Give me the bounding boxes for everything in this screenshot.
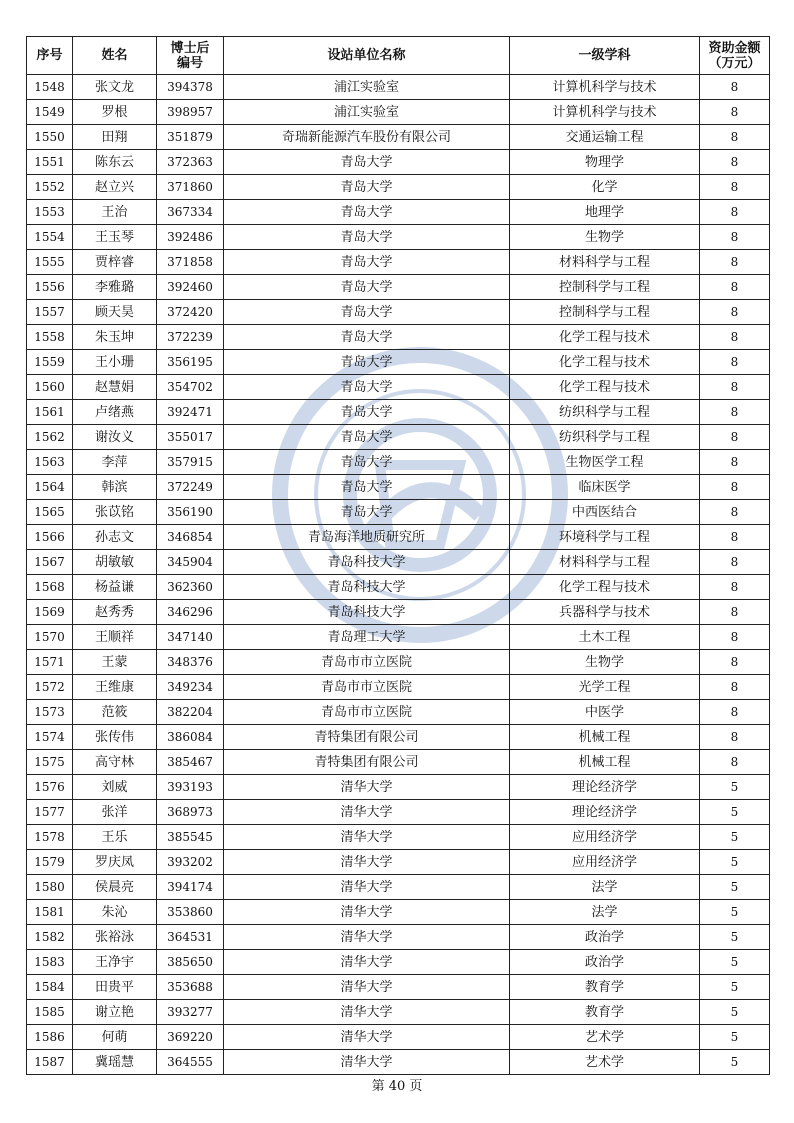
subject-cell: 材料科学与工程 <box>510 250 700 275</box>
table-row <box>27 900 770 925</box>
table-row <box>27 575 770 600</box>
table-row <box>27 650 770 675</box>
table-row <box>27 875 770 900</box>
seq-cell: 1577 <box>27 800 73 825</box>
name-cell: 韩滨 <box>73 475 157 500</box>
amount-cell: 8 <box>700 725 770 750</box>
header-postdoc-id-line1: 博士后 <box>170 40 210 56</box>
subject-cell: 纺织科学与工程 <box>510 425 700 450</box>
postdoc-id-cell: 345904 <box>157 550 224 575</box>
postdoc-id-cell: 372239 <box>157 325 224 350</box>
name-cell: 王玉琴 <box>73 225 157 250</box>
name-cell: 杨益谦 <box>73 575 157 600</box>
table-row <box>27 400 770 425</box>
name-cell: 何萌 <box>73 1025 157 1050</box>
table-row <box>27 375 770 400</box>
unit-cell: 奇瑞新能源汽车股份有限公司 <box>224 125 510 150</box>
seq-cell: 1576 <box>27 775 73 800</box>
postdoc-id-cell: 346854 <box>157 525 224 550</box>
name-cell: 刘威 <box>73 775 157 800</box>
postdoc-id-cell: 362360 <box>157 575 224 600</box>
subject-cell: 教育学 <box>510 975 700 1000</box>
unit-cell: 清华大学 <box>224 800 510 825</box>
amount-cell: 5 <box>700 950 770 975</box>
unit-cell: 清华大学 <box>224 825 510 850</box>
unit-cell: 清华大学 <box>224 925 510 950</box>
amount-cell: 8 <box>700 700 770 725</box>
table-row <box>27 100 770 125</box>
name-cell: 卢绪燕 <box>73 400 157 425</box>
name-cell: 赵秀秀 <box>73 600 157 625</box>
seq-cell: 1586 <box>27 1025 73 1050</box>
subject-cell: 艺术学 <box>510 1050 700 1075</box>
amount-cell: 8 <box>700 650 770 675</box>
seq-cell: 1581 <box>27 900 73 925</box>
seq-cell: 1582 <box>27 925 73 950</box>
name-cell: 赵立兴 <box>73 175 157 200</box>
subject-cell: 交通运输工程 <box>510 125 700 150</box>
postdoc-id-cell: 356190 <box>157 500 224 525</box>
subject-cell: 计算机科学与技术 <box>510 75 700 100</box>
subject-cell: 中西医结合 <box>510 500 700 525</box>
postdoc-id-cell: 386084 <box>157 725 224 750</box>
postdoc-id-cell: 356195 <box>157 350 224 375</box>
seq-cell: 1567 <box>27 550 73 575</box>
unit-cell: 清华大学 <box>224 975 510 1000</box>
postdoc-id-cell: 392460 <box>157 275 224 300</box>
amount-cell: 8 <box>700 625 770 650</box>
subject-cell: 法学 <box>510 900 700 925</box>
seq-cell: 1551 <box>27 150 73 175</box>
seq-cell: 1574 <box>27 725 73 750</box>
subject-cell: 机械工程 <box>510 750 700 775</box>
amount-cell: 8 <box>700 525 770 550</box>
name-cell: 谢立艳 <box>73 1000 157 1025</box>
name-cell: 王顺祥 <box>73 625 157 650</box>
amount-cell: 5 <box>700 875 770 900</box>
table-row <box>27 275 770 300</box>
name-cell: 谢汝义 <box>73 425 157 450</box>
table-row <box>27 325 770 350</box>
name-cell: 王治 <box>73 200 157 225</box>
amount-cell: 8 <box>700 500 770 525</box>
table-row <box>27 175 770 200</box>
postdoc-id-cell: 353860 <box>157 900 224 925</box>
seq-cell: 1550 <box>27 125 73 150</box>
subject-cell: 控制科学与工程 <box>510 275 700 300</box>
name-cell: 高守林 <box>73 750 157 775</box>
postdoc-id-cell: 351879 <box>157 125 224 150</box>
seq-cell: 1560 <box>27 375 73 400</box>
table-body <box>27 75 770 1075</box>
name-cell: 孙志文 <box>73 525 157 550</box>
name-cell: 田贵平 <box>73 975 157 1000</box>
subject-cell: 光学工程 <box>510 675 700 700</box>
seq-cell: 1564 <box>27 475 73 500</box>
header-amount <box>700 37 770 75</box>
table-row <box>27 75 770 100</box>
amount-cell: 8 <box>700 225 770 250</box>
subject-cell: 计算机科学与技术 <box>510 100 700 125</box>
unit-cell: 青岛大学 <box>224 425 510 450</box>
postdoc-id-cell: 357915 <box>157 450 224 475</box>
postdoc-id-cell: 371860 <box>157 175 224 200</box>
table-row <box>27 525 770 550</box>
postdoc-id-cell: 355017 <box>157 425 224 450</box>
seq-cell: 1583 <box>27 950 73 975</box>
subject-cell: 政治学 <box>510 925 700 950</box>
name-cell: 陈东云 <box>73 150 157 175</box>
table-row <box>27 725 770 750</box>
seq-cell: 1573 <box>27 700 73 725</box>
table-row <box>27 850 770 875</box>
name-cell: 冀瑶慧 <box>73 1050 157 1075</box>
name-cell: 张裕泳 <box>73 925 157 950</box>
table-row <box>27 250 770 275</box>
table-header-row <box>27 37 770 75</box>
table-row <box>27 975 770 1000</box>
table-row <box>27 1025 770 1050</box>
unit-cell: 青岛大学 <box>224 350 510 375</box>
unit-cell: 青岛科技大学 <box>224 600 510 625</box>
subject-cell: 兵器科学与技术 <box>510 600 700 625</box>
amount-cell: 8 <box>700 100 770 125</box>
seq-cell: 1572 <box>27 675 73 700</box>
subject-cell: 控制科学与工程 <box>510 300 700 325</box>
postdoc-id-cell: 372249 <box>157 475 224 500</box>
seq-cell: 1584 <box>27 975 73 1000</box>
unit-cell: 清华大学 <box>224 950 510 975</box>
name-cell: 王净宇 <box>73 950 157 975</box>
name-cell: 田翔 <box>73 125 157 150</box>
unit-cell: 清华大学 <box>224 1050 510 1075</box>
amount-cell: 5 <box>700 900 770 925</box>
table-row <box>27 1000 770 1025</box>
unit-cell: 清华大学 <box>224 850 510 875</box>
name-cell: 范筱 <box>73 700 157 725</box>
table-row <box>27 450 770 475</box>
subject-cell: 纺织科学与工程 <box>510 400 700 425</box>
seq-cell: 1568 <box>27 575 73 600</box>
name-cell: 李萍 <box>73 450 157 475</box>
amount-cell: 8 <box>700 600 770 625</box>
seq-cell: 1553 <box>27 200 73 225</box>
name-cell: 张传伟 <box>73 725 157 750</box>
subject-cell: 化学工程与技术 <box>510 325 700 350</box>
amount-cell: 8 <box>700 425 770 450</box>
seq-cell: 1587 <box>27 1050 73 1075</box>
name-cell: 张文龙 <box>73 75 157 100</box>
unit-cell: 青岛大学 <box>224 300 510 325</box>
amount-cell: 5 <box>700 800 770 825</box>
subject-cell: 化学工程与技术 <box>510 375 700 400</box>
postdoc-id-cell: 347140 <box>157 625 224 650</box>
table-row <box>27 600 770 625</box>
unit-cell: 清华大学 <box>224 775 510 800</box>
unit-cell: 浦江实验室 <box>224 75 510 100</box>
table-row <box>27 475 770 500</box>
name-cell: 张洋 <box>73 800 157 825</box>
postdoc-id-cell: 392471 <box>157 400 224 425</box>
unit-cell: 青岛理工大学 <box>224 625 510 650</box>
amount-cell: 5 <box>700 1050 770 1075</box>
amount-cell: 8 <box>700 550 770 575</box>
amount-cell: 8 <box>700 575 770 600</box>
table-row <box>27 700 770 725</box>
unit-cell: 清华大学 <box>224 875 510 900</box>
seq-cell: 1548 <box>27 75 73 100</box>
name-cell: 王乐 <box>73 825 157 850</box>
amount-cell: 8 <box>700 250 770 275</box>
amount-cell: 5 <box>700 825 770 850</box>
subject-cell: 环境科学与工程 <box>510 525 700 550</box>
amount-cell: 5 <box>700 775 770 800</box>
table-row <box>27 125 770 150</box>
postdoc-id-cell: 394174 <box>157 875 224 900</box>
amount-cell: 8 <box>700 375 770 400</box>
subject-cell: 地理学 <box>510 200 700 225</box>
name-cell: 张苡铭 <box>73 500 157 525</box>
page-number: 第 40 页 <box>371 1079 423 1094</box>
unit-cell: 青岛大学 <box>224 500 510 525</box>
unit-cell: 青岛大学 <box>224 325 510 350</box>
header-postdoc-id-line2: 编号 <box>176 55 203 71</box>
postdoc-id-cell: 385467 <box>157 750 224 775</box>
header-amount-line1: 资助金额 <box>708 40 761 56</box>
name-cell: 李雅璐 <box>73 275 157 300</box>
unit-cell: 青岛大学 <box>224 225 510 250</box>
table-row <box>27 950 770 975</box>
subject-cell: 材料科学与工程 <box>510 550 700 575</box>
unit-cell: 青特集团有限公司 <box>224 725 510 750</box>
postdoc-id-cell: 398957 <box>157 100 224 125</box>
postdoc-id-cell: 393277 <box>157 1000 224 1025</box>
postdoc-id-cell: 368973 <box>157 800 224 825</box>
seq-cell: 1563 <box>27 450 73 475</box>
amount-cell: 8 <box>700 300 770 325</box>
postdoc-id-cell: 353688 <box>157 975 224 1000</box>
table-row <box>27 800 770 825</box>
amount-cell: 5 <box>700 975 770 1000</box>
seq-cell: 1571 <box>27 650 73 675</box>
seq-cell: 1556 <box>27 275 73 300</box>
postdoc-id-cell: 369220 <box>157 1025 224 1050</box>
header-amount-line2: （万元） <box>708 55 761 71</box>
header-subject: 一级学科 <box>510 37 700 75</box>
seq-cell: 1566 <box>27 525 73 550</box>
amount-cell: 8 <box>700 350 770 375</box>
postdoc-id-cell: 364555 <box>157 1050 224 1075</box>
name-cell: 王蒙 <box>73 650 157 675</box>
subject-cell: 化学工程与技术 <box>510 350 700 375</box>
seq-cell: 1555 <box>27 250 73 275</box>
unit-cell: 青岛大学 <box>224 175 510 200</box>
name-cell: 朱玉坤 <box>73 325 157 350</box>
subject-cell: 应用经济学 <box>510 825 700 850</box>
amount-cell: 8 <box>700 475 770 500</box>
subject-cell: 生物医学工程 <box>510 450 700 475</box>
seq-cell: 1557 <box>27 300 73 325</box>
name-cell: 朱沁 <box>73 900 157 925</box>
header-unit: 设站单位名称 <box>224 37 510 75</box>
name-cell: 王小珊 <box>73 350 157 375</box>
amount-cell: 5 <box>700 925 770 950</box>
subject-cell: 化学 <box>510 175 700 200</box>
seq-cell: 1552 <box>27 175 73 200</box>
name-cell: 王维康 <box>73 675 157 700</box>
header-seq: 序号 <box>27 37 73 75</box>
subject-cell: 临床医学 <box>510 475 700 500</box>
unit-cell: 青岛大学 <box>224 200 510 225</box>
table-row <box>27 1050 770 1075</box>
subject-cell: 理论经济学 <box>510 800 700 825</box>
postdoc-id-cell: 372420 <box>157 300 224 325</box>
seq-cell: 1561 <box>27 400 73 425</box>
name-cell: 胡敏敏 <box>73 550 157 575</box>
table-row <box>27 500 770 525</box>
table-row <box>27 825 770 850</box>
postdoc-id-cell: 394378 <box>157 75 224 100</box>
amount-cell: 5 <box>700 850 770 875</box>
unit-cell: 青岛大学 <box>224 375 510 400</box>
unit-cell: 青岛大学 <box>224 250 510 275</box>
amount-cell: 8 <box>700 325 770 350</box>
table-row <box>27 550 770 575</box>
amount-cell: 8 <box>700 125 770 150</box>
unit-cell: 浦江实验室 <box>224 100 510 125</box>
header-postdoc-id <box>157 37 224 75</box>
subject-cell: 物理学 <box>510 150 700 175</box>
name-cell: 赵慧娟 <box>73 375 157 400</box>
unit-cell: 青特集团有限公司 <box>224 750 510 775</box>
amount-cell: 8 <box>700 75 770 100</box>
amount-cell: 8 <box>700 150 770 175</box>
postdoc-id-cell: 348376 <box>157 650 224 675</box>
unit-cell: 青岛大学 <box>224 400 510 425</box>
postdoc-id-cell: 367334 <box>157 200 224 225</box>
unit-cell: 青岛科技大学 <box>224 550 510 575</box>
seq-cell: 1562 <box>27 425 73 450</box>
unit-cell: 青岛大学 <box>224 150 510 175</box>
subject-cell: 艺术学 <box>510 1025 700 1050</box>
postdoc-id-cell: 372363 <box>157 150 224 175</box>
seq-cell: 1579 <box>27 850 73 875</box>
unit-cell: 青岛市市立医院 <box>224 700 510 725</box>
table-row <box>27 425 770 450</box>
amount-cell: 8 <box>700 400 770 425</box>
seq-cell: 1570 <box>27 625 73 650</box>
postdoc-id-cell: 354702 <box>157 375 224 400</box>
postdoc-id-cell: 349234 <box>157 675 224 700</box>
funding-table <box>26 36 770 1075</box>
name-cell: 贾梓睿 <box>73 250 157 275</box>
subject-cell: 教育学 <box>510 1000 700 1025</box>
postdoc-id-cell: 393193 <box>157 775 224 800</box>
table-row <box>27 675 770 700</box>
table-row <box>27 750 770 775</box>
table-row <box>27 350 770 375</box>
postdoc-id-cell: 364531 <box>157 925 224 950</box>
name-cell: 顾天昊 <box>73 300 157 325</box>
amount-cell: 5 <box>700 1025 770 1050</box>
postdoc-id-cell: 393202 <box>157 850 224 875</box>
unit-cell: 清华大学 <box>224 1025 510 1050</box>
table-row <box>27 300 770 325</box>
unit-cell: 青岛市市立医院 <box>224 650 510 675</box>
table-row <box>27 775 770 800</box>
name-cell: 侯晨亮 <box>73 875 157 900</box>
table-row <box>27 625 770 650</box>
subject-cell: 机械工程 <box>510 725 700 750</box>
unit-cell: 青岛科技大学 <box>224 575 510 600</box>
unit-cell: 青岛大学 <box>224 450 510 475</box>
seq-cell: 1565 <box>27 500 73 525</box>
seq-cell: 1580 <box>27 875 73 900</box>
unit-cell: 青岛市市立医院 <box>224 675 510 700</box>
table-row <box>27 150 770 175</box>
seq-cell: 1549 <box>27 100 73 125</box>
subject-cell: 法学 <box>510 875 700 900</box>
subject-cell: 土木工程 <box>510 625 700 650</box>
amount-cell: 8 <box>700 200 770 225</box>
amount-cell: 8 <box>700 275 770 300</box>
postdoc-id-cell: 392486 <box>157 225 224 250</box>
seq-cell: 1578 <box>27 825 73 850</box>
subject-cell: 应用经济学 <box>510 850 700 875</box>
subject-cell: 化学工程与技术 <box>510 575 700 600</box>
postdoc-id-cell: 385545 <box>157 825 224 850</box>
subject-cell: 政治学 <box>510 950 700 975</box>
amount-cell: 8 <box>700 675 770 700</box>
unit-cell: 清华大学 <box>224 1000 510 1025</box>
header-name: 姓名 <box>73 37 157 75</box>
postdoc-id-cell: 371858 <box>157 250 224 275</box>
seq-cell: 1575 <box>27 750 73 775</box>
unit-cell: 青岛大学 <box>224 275 510 300</box>
postdoc-id-cell: 382204 <box>157 700 224 725</box>
seq-cell: 1585 <box>27 1000 73 1025</box>
unit-cell: 青岛大学 <box>224 475 510 500</box>
subject-cell: 中医学 <box>510 700 700 725</box>
seq-cell: 1559 <box>27 350 73 375</box>
seq-cell: 1558 <box>27 325 73 350</box>
table-row <box>27 225 770 250</box>
postdoc-id-cell: 346296 <box>157 600 224 625</box>
subject-cell: 生物学 <box>510 650 700 675</box>
subject-cell: 理论经济学 <box>510 775 700 800</box>
unit-cell: 青岛海洋地质研究所 <box>224 525 510 550</box>
amount-cell: 8 <box>700 175 770 200</box>
amount-cell: 8 <box>700 450 770 475</box>
seq-cell: 1569 <box>27 600 73 625</box>
postdoc-id-cell: 385650 <box>157 950 224 975</box>
unit-cell: 清华大学 <box>224 900 510 925</box>
subject-cell: 生物学 <box>510 225 700 250</box>
seq-cell: 1554 <box>27 225 73 250</box>
name-cell: 罗根 <box>73 100 157 125</box>
name-cell: 罗庆凤 <box>73 850 157 875</box>
table-row <box>27 200 770 225</box>
amount-cell: 5 <box>700 1000 770 1025</box>
table-row <box>27 925 770 950</box>
amount-cell: 8 <box>700 750 770 775</box>
